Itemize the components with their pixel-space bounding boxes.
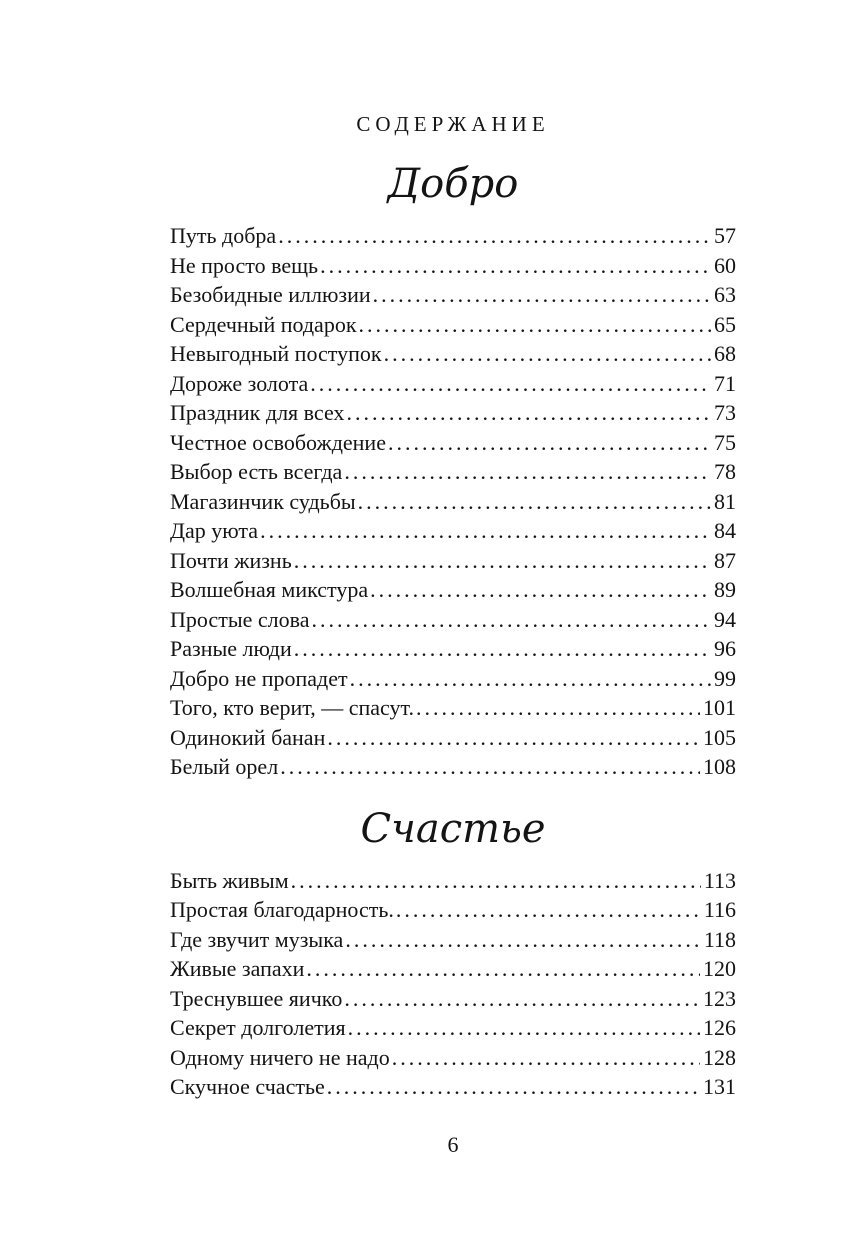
toc-entry bbox=[170, 546, 736, 576]
toc-entries bbox=[170, 866, 736, 1102]
toc-entry bbox=[170, 1013, 736, 1043]
entry-page-number: 126 bbox=[703, 1015, 736, 1040]
entry-page-number: 65 bbox=[714, 311, 736, 337]
entry-page-number: 75 bbox=[714, 429, 736, 455]
toc-entry bbox=[170, 723, 736, 753]
entry-title: Честное освобождение bbox=[170, 429, 386, 455]
entry-page-number: 118 bbox=[703, 926, 736, 952]
toc-entry bbox=[170, 487, 736, 517]
toc-entry bbox=[170, 605, 736, 635]
dot-leader bbox=[384, 339, 711, 369]
entry-page-number: 123 bbox=[703, 985, 736, 1011]
entry-title: Быть живым bbox=[170, 867, 289, 893]
toc-entry bbox=[170, 575, 736, 605]
dot-leader bbox=[373, 280, 711, 310]
entry-page-number: 78 bbox=[714, 459, 736, 484]
dot-leader bbox=[416, 693, 700, 723]
section-heading: Счастье bbox=[360, 805, 546, 852]
dot-leader bbox=[320, 251, 711, 281]
entry-title: Простые слова bbox=[170, 606, 310, 632]
entry-page-number: 68 bbox=[714, 341, 736, 366]
toc-entry bbox=[170, 693, 736, 723]
toc bbox=[170, 161, 736, 1102]
entry-page-number: 87 bbox=[714, 547, 736, 573]
entry-page-number: 89 bbox=[714, 577, 736, 602]
entry-title: Того, кто верит, — спасут. bbox=[170, 695, 414, 720]
toc-entry bbox=[170, 634, 736, 664]
entry-title: Одинокий банан bbox=[170, 724, 326, 750]
entry-title: Секрет долголетия bbox=[170, 1015, 346, 1040]
dot-leader bbox=[278, 221, 711, 251]
entry-page-number: 131 bbox=[703, 1074, 736, 1099]
entry-page-number: 105 bbox=[703, 724, 736, 750]
entry-title: Дороже золота bbox=[170, 370, 309, 396]
page-number: 6 bbox=[447, 1131, 459, 1157]
toc-entries bbox=[170, 221, 736, 782]
entry-title: Белый орел bbox=[170, 754, 279, 779]
dot-leader bbox=[370, 575, 711, 605]
entry-title: Разные люди bbox=[170, 636, 292, 661]
entry-page-number: 128 bbox=[703, 1044, 736, 1070]
entry-page-number: 73 bbox=[714, 400, 736, 425]
dot-leader bbox=[310, 369, 711, 399]
dot-leader bbox=[344, 984, 700, 1014]
toc-entry bbox=[170, 984, 736, 1014]
entry-title: Скучное счастье bbox=[170, 1074, 325, 1099]
toc-header: СОДЕРЖАНИЕ bbox=[356, 112, 550, 136]
dot-leader bbox=[348, 1013, 700, 1043]
entry-title: Где звучит музыка bbox=[170, 926, 344, 952]
entry-page-number: 116 bbox=[703, 897, 736, 922]
entry-page-number: 84 bbox=[714, 518, 736, 543]
toc-entry bbox=[170, 664, 736, 694]
entry-page-number: 94 bbox=[714, 606, 736, 632]
entry-title: Не просто вещь bbox=[170, 252, 319, 278]
toc-entry bbox=[170, 516, 736, 546]
entry-page-number: 96 bbox=[714, 636, 736, 661]
toc-entry bbox=[170, 1043, 736, 1073]
dot-leader bbox=[344, 457, 711, 487]
dot-leader bbox=[294, 546, 711, 576]
entry-title: Добро не пропадет bbox=[170, 665, 348, 691]
toc-entry bbox=[170, 866, 736, 896]
entry-page-number: 101 bbox=[703, 695, 736, 720]
dot-leader bbox=[306, 954, 700, 984]
entry-page-number: 57 bbox=[714, 223, 736, 248]
toc-entry bbox=[170, 752, 736, 782]
dot-leader bbox=[311, 605, 711, 635]
entry-page-number: 113 bbox=[703, 867, 736, 893]
entry-title: Праздник для всех bbox=[170, 400, 345, 425]
entry-page-number: 108 bbox=[703, 754, 736, 779]
entry-title: Сердечный подарок bbox=[170, 311, 357, 337]
entry-title: Живые запахи bbox=[170, 956, 305, 981]
dot-leader bbox=[350, 664, 711, 694]
entry-title: Путь добра bbox=[170, 223, 277, 248]
entry-title: Простая благодарность. bbox=[170, 897, 394, 922]
toc-entry bbox=[170, 221, 736, 251]
toc-entry bbox=[170, 280, 736, 310]
entry-title: Магазинчик судьбы bbox=[170, 488, 356, 514]
toc-entry bbox=[170, 925, 736, 955]
entry-title: Волшебная микстура bbox=[170, 577, 369, 602]
entry-page-number: 120 bbox=[703, 956, 736, 981]
toc-entry bbox=[170, 398, 736, 428]
entry-title: Одному ничего не надо bbox=[170, 1044, 390, 1070]
dot-leader bbox=[327, 1072, 700, 1102]
dot-leader bbox=[346, 398, 711, 428]
entry-title: Треснувшее яичко bbox=[170, 985, 343, 1011]
toc-entry bbox=[170, 339, 736, 369]
entry-page-number: 71 bbox=[714, 370, 736, 396]
toc-entry bbox=[170, 954, 736, 984]
entry-page-number: 63 bbox=[714, 282, 736, 307]
entry-page-number: 81 bbox=[714, 488, 736, 514]
entry-title: Невыгодный поступок bbox=[170, 341, 382, 366]
entry-title: Выбор есть всегда bbox=[170, 459, 343, 484]
toc-entry bbox=[170, 251, 736, 281]
dot-leader bbox=[396, 895, 701, 925]
toc-entry bbox=[170, 369, 736, 399]
dot-leader bbox=[294, 634, 711, 664]
toc-entry bbox=[170, 457, 736, 487]
entry-title: Дар уюта bbox=[170, 518, 259, 543]
entry-page-number: 99 bbox=[714, 665, 736, 691]
dot-leader bbox=[280, 752, 700, 782]
dot-leader bbox=[345, 925, 700, 955]
dot-leader bbox=[359, 310, 711, 340]
dot-leader bbox=[392, 1043, 700, 1073]
dot-leader bbox=[358, 487, 711, 517]
toc-entry bbox=[170, 895, 736, 925]
section-heading: Добро bbox=[387, 161, 519, 207]
toc-entry bbox=[170, 428, 736, 458]
entry-title: Безобидные иллюзии bbox=[170, 282, 371, 307]
entry-title: Почти жизнь bbox=[170, 547, 292, 573]
dot-leader bbox=[327, 723, 700, 753]
toc-entry bbox=[170, 1072, 736, 1102]
entry-page-number: 60 bbox=[714, 252, 736, 278]
dot-leader bbox=[388, 428, 711, 458]
dot-leader bbox=[260, 516, 711, 546]
toc-content bbox=[170, 0, 736, 1158]
dot-leader bbox=[291, 866, 701, 896]
toc-entry bbox=[170, 310, 736, 340]
